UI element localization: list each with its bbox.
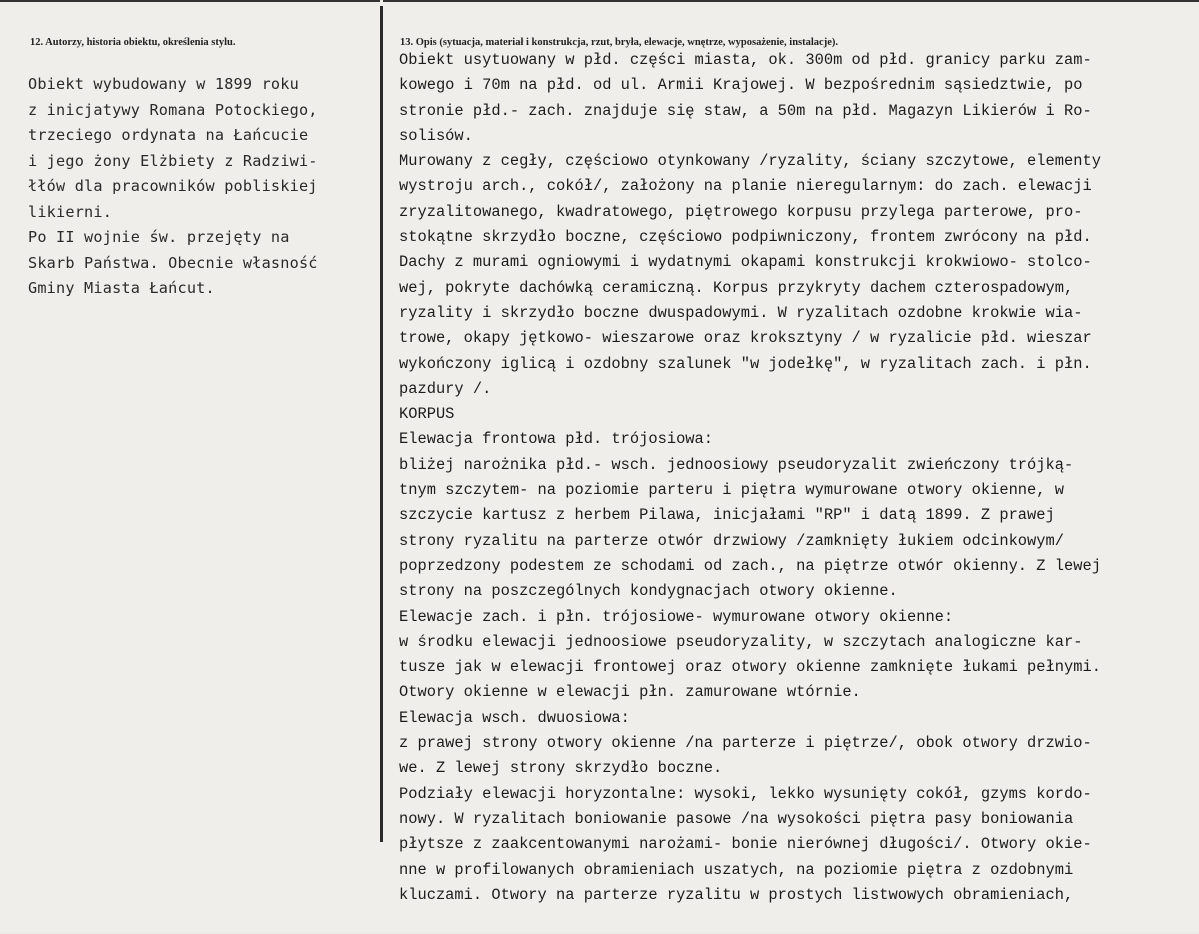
- text-line: Podziały elewacji horyzontalne: wysoki, lekko wysunięty cokół, gzyms kordo-: [399, 784, 1092, 803]
- text-line: we. Z lewej strony skrzydło boczne.: [399, 759, 723, 778]
- text-line: w środku elewacji jednoosiowe pseudoryzality, w szczytach analogiczne kar-: [399, 632, 1083, 651]
- section-12-body: [28, 72, 373, 302]
- text-line: i jego żony Elżbiety z Radziwi-: [28, 151, 318, 170]
- text-line: szczycie kartusz z herbem Pilawa, inicjałami "RP" i datą 1899. Z prawej: [399, 506, 1055, 525]
- text-line: KORPUS: [399, 405, 455, 424]
- text-line: Dachy z murami ogniowymi i wydatnymi okapami konstrukcji krokwiowo- stolco-: [399, 253, 1092, 272]
- text-line: wej, pokryte dachówką ceramiczną. Korpus przykryty dachem czterospadowym,: [399, 278, 1074, 297]
- text-line: likierni.: [28, 202, 113, 221]
- text-line: bliżej narożnika płd.- wsch. jednoosiowy pseudoryzalit zwieńczony trójką-: [399, 455, 1074, 474]
- section-13-column: [383, 0, 1199, 934]
- section-12-header: 12. Autorzy, historia obiektu, określenia stylu.: [30, 37, 236, 48]
- text-line: nne w profilowanych obramieniach uszatych, na poziomie piętra z ozdobnymi: [399, 860, 1074, 879]
- text-line: stronie płd.- zach. znajduje się staw, a 50m na płd. Magazyn Likierów i Ro-: [399, 101, 1092, 120]
- section-12-column: [0, 0, 380, 934]
- text-line: Elewacja wsch. dwuosiowa:: [399, 708, 630, 727]
- text-line: Gminy Miasta Łańcut.: [28, 279, 215, 297]
- text-line: stokątne skrzydło boczne, częściowo podpiwniczony, frontem zwrócony na płd.: [399, 228, 1092, 247]
- text-line: pazdury /.: [399, 379, 492, 398]
- text-line: kowego i 70m na płd. od ul. Armii Krajowej. W bezpośrednim sąsiedztwie, po: [399, 76, 1083, 95]
- text-line: strony ryzalitu na parterze otwór drzwiowy /zamknięty łukiem odcinkowym/: [399, 531, 1064, 550]
- text-line: Murowany z cegły, częściowo otynkowany /ryzality, ściany szczytowe, elementy: [399, 152, 1101, 171]
- text-line: poprzedzony podestem ze schodami od zach., na piętrze otwór okienny. Z lewej: [399, 556, 1101, 575]
- section-13-header: 13. Opis (sytuacja, materiał i konstrukcja, rzut, bryła, elewacje, wnętrze, wyposażenie, instalacje).: [400, 37, 839, 48]
- text-line: wykończony iglicą i ozdobny szalunek "w jodełkę", w ryzalitach zach. i płn.: [399, 354, 1092, 373]
- text-line: trowe, okapy jętkowo- wieszarowe oraz kroksztyny / w ryzalicie płd. wieszar: [399, 329, 1092, 348]
- text-line: Obiekt usytuowany w płd. części miasta, ok. 300m od płd. granicy parku zam-: [399, 51, 1092, 69]
- text-line: z inicjatywy Romana Potockiego,: [28, 100, 318, 119]
- text-line: Skarb Państwa. Obecnie własność: [28, 253, 318, 272]
- text-line: strony na poszczególnych kondygnacjach otwory okienne.: [399, 582, 898, 601]
- text-line: nowy. W ryzalitach boniowanie pasowe /na wysokości piętra pasy boniowania: [399, 809, 1074, 828]
- text-line: z prawej strony otwory okienne /na parterze i piętrze/, obok otwory drzwio-: [399, 734, 1092, 753]
- text-line: Po II wojnie św. przejęty na: [28, 228, 290, 246]
- text-line: solisów.: [399, 126, 473, 145]
- text-line: Elewacje zach. i płn. trójosiowe- wymurowane otwory okienne:: [399, 607, 954, 626]
- section-13-body: [399, 48, 1199, 908]
- text-line: kluczami. Otwory na parterze ryzalitu w prostych listwowych obramieniach,: [399, 885, 1074, 904]
- text-line: tnym szczytem- na poziomie parteru i piętra wymurowane otwory okienne, w: [399, 481, 1064, 500]
- text-line: tusze jak w elewacji frontowej oraz otwory okienne zamknięte łukami pełnymi.: [399, 658, 1101, 677]
- text-line: trzeciego ordynata na Łańcucie: [28, 126, 309, 144]
- text-line: Otwory okienne w elewacji płn. zamurowane wtórnie.: [399, 683, 861, 702]
- text-line: płytsze z zaakcentowanymi narożami- bonie nierównej długości/. Otwory okie-: [399, 835, 1092, 854]
- text-line: łłów dla pracowników pobliskiej: [28, 177, 318, 195]
- text-line: Obiekt wybudowany w 1899 roku: [28, 75, 299, 93]
- text-line: ryzality i skrzydło boczne dwuspadowymi. W ryzalitach ozdobne krokwie wia-: [399, 303, 1083, 322]
- text-line: wystroju arch., cokół/, założony na planie nieregularnym: do zach. elewacji: [399, 177, 1092, 196]
- text-line: Elewacja frontowa płd. trójosiowa:: [399, 430, 714, 449]
- text-line: zryzalitowanego, kwadratowego, piętrowego korpusu przylega parterowe, pro-: [399, 202, 1083, 221]
